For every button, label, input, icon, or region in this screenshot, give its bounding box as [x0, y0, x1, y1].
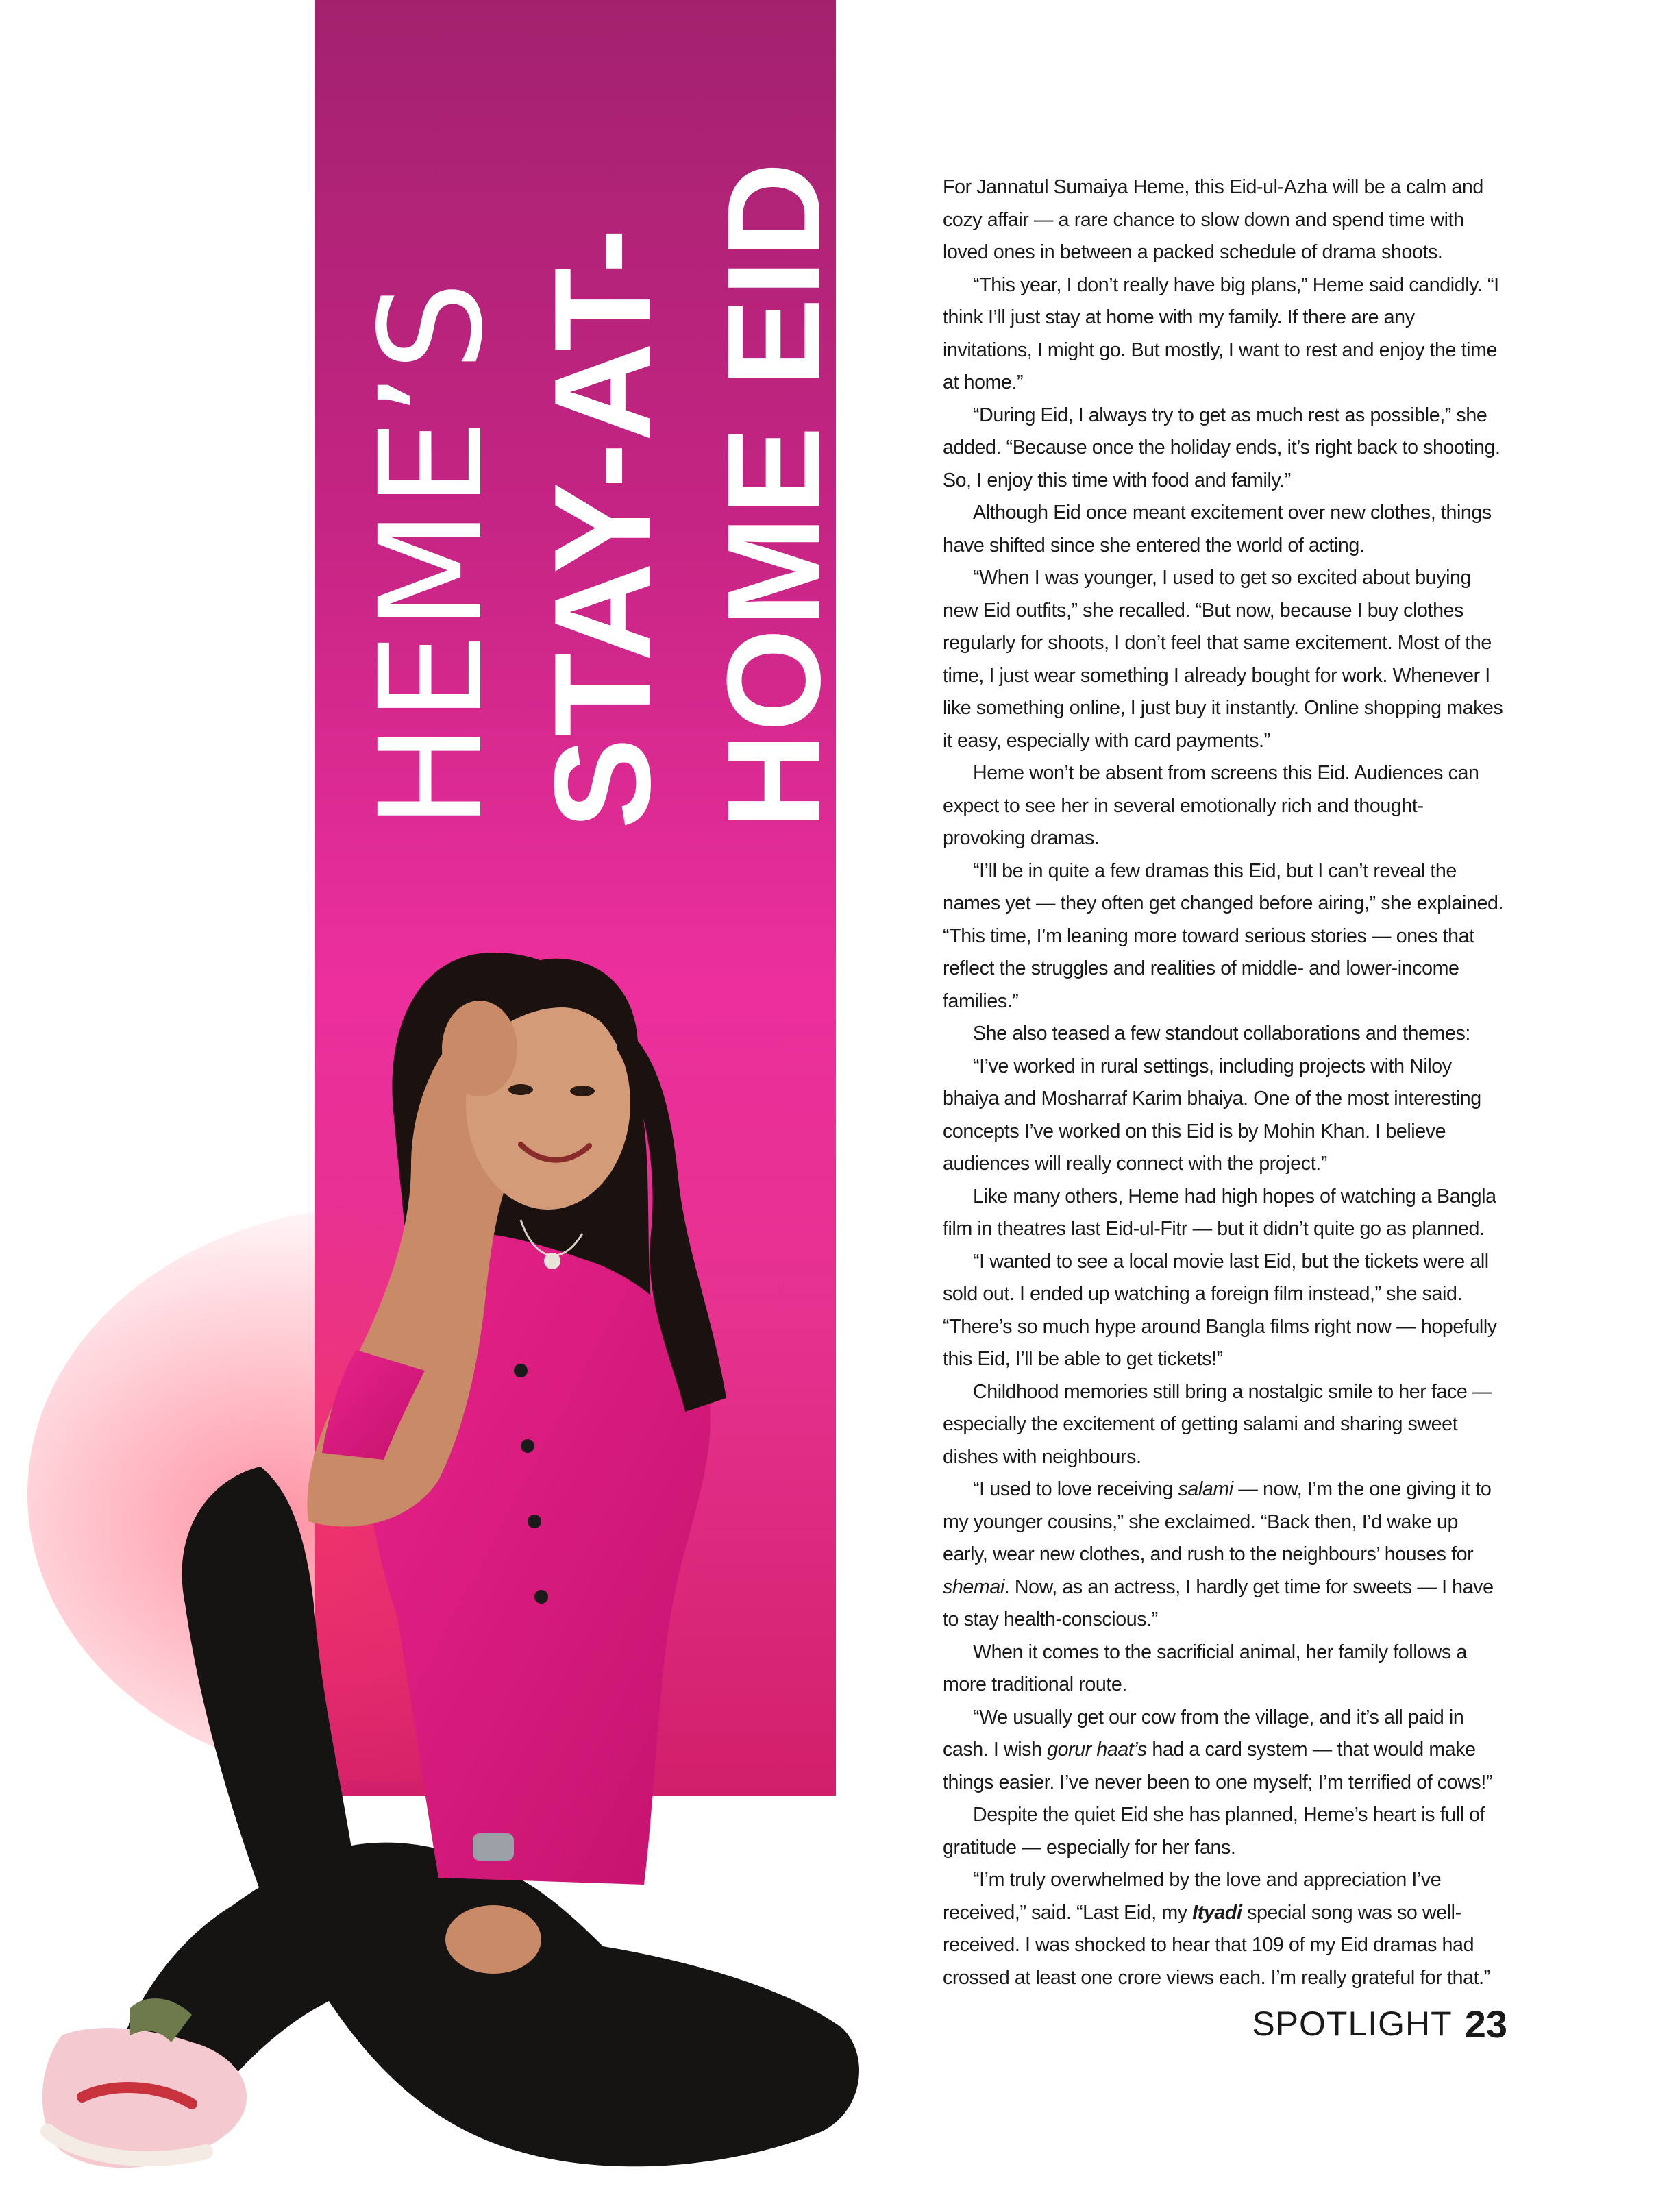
article-paragraph: For Jannatul Sumaiya Heme, this Eid-ul-Azha will be a calm and cozy affair — a rare chance to slow down and spend time with loved ones in between a packed schedule of drama shoots.: [943, 176, 1483, 263]
show-name: Ityadi: [1192, 1901, 1242, 1924]
section-name: SPOTLIGHT: [1252, 2005, 1453, 2043]
article-paragraph: “When I was younger, I used to get so excited about buying new Eid outfits,” she recalled. “But now, because I buy clothes regularly for shoots, I don’t feel that same excitement. Most of the time, I just wear something I already bought for work. Whenever I like something online, I just buy it instantly. Online shopping makes it easy, especially with card payments.”: [943, 567, 1503, 752]
article-paragraph: When it comes to the sacrificial animal, her family follows a more traditional route.: [943, 1641, 1467, 1695]
italic-term: shemai: [943, 1576, 1004, 1598]
title-line-3: HOME EID: [700, 160, 848, 829]
article-paragraph: [943, 1473, 1505, 1637]
article-paragraph: [943, 1702, 1505, 1800]
article-paragraph: Like many others, Heme had high hopes of watching a Bangla film in theatres last Eid-ul-Fitr — but it didn’t quite go as planned.: [943, 1185, 1496, 1240]
text-run: “We usually get our cow from the village, and it’s all paid in cash. I wish: [943, 1706, 1464, 1761]
text-run: “I used to love receiving: [973, 1478, 1178, 1500]
article-paragraph: “I’ve worked in rural settings, including projects with Niloy bhaiya and Mosharraf Karim bhaiya. One of the most interesting concepts I’ve worked on this Eid is by Mohin Khan. I believe audiences will really connect with the project.”: [943, 1055, 1481, 1175]
page-number: 23: [1464, 2002, 1507, 2046]
article-paragraph: “I wanted to see a local movie last Eid, but the tickets were all sold out. I ended up watching a foreign film instead,” she said. “There’s so much hype around Bangla films right now — hopefully this Eid, I’ll be able to get tickets!”: [943, 1250, 1497, 1370]
title-line-2: STAY-AT-: [526, 226, 679, 829]
article-paragraph: Heme won’t be absent from screens this Eid. Audiences can expect to see her in several emotionally rich and thought-provoking dramas.: [943, 762, 1479, 849]
text-run: had a card system — that would make things easier. I’ve never been to one myself; I’m terrified of cows!”: [943, 1739, 1492, 1793]
article-body: [943, 171, 1505, 1994]
italic-term: gorur haat’s: [1047, 1739, 1147, 1761]
article-paragraph: Although Eid once meant excitement over new clothes, things have shifted since she entered the world of acting.: [943, 502, 1492, 556]
portrait-photo: [0, 877, 904, 2193]
article-paragraph: [943, 1864, 1505, 1994]
article-title: [349, 160, 853, 829]
article-paragraph: She also teased a few standout collaborations and themes:: [973, 1022, 1470, 1044]
text-run: — now, I’m the one giving it to my younger cousins,” she exclaimed. “Back then, I’d wake up early, wear new clothes, and rush to the neighbours’ houses for: [943, 1478, 1492, 1565]
article-paragraph: “I’ll be in quite a few dramas this Eid, but I can’t reveal the names yet — they often get changed before airing,” she explained. “This time, I’m leaning more toward serious stories — ones that reflect the struggles and realities of middle- and lower-income families.”: [943, 859, 1504, 1012]
page-footer: [1247, 2000, 1507, 2048]
article-paragraph: “This year, I don’t really have big plans,” Heme said candidly. “I think I’ll just stay at home with my family. If there are any invitations, I might go. But mostly, I want to rest and enjoy the time at home.”: [943, 273, 1499, 393]
article-paragraph: “During Eid, I always try to get as much rest as possible,” she added. “Because once the holiday ends, it’s right back to shooting. So, I enjoy this time with food and family.”: [943, 404, 1500, 491]
text-run: special song was so well-received. I was shocked to hear that 109 of my Eid dramas had crossed at least one crore views each. I’m really grateful for that.”: [943, 1901, 1490, 1989]
article-paragraph: Childhood memories still bring a nostalgic smile to her face — especially the excitement of getting salami and sharing sweet dishes with neighbours.: [943, 1380, 1492, 1468]
title-line-1: HEME’S: [349, 280, 514, 829]
italic-term: salami: [1178, 1478, 1233, 1500]
text-run: “I’m truly overwhelmed by the love and appreciation I’ve received,” said. “Last Eid, my: [943, 1869, 1442, 1924]
article-paragraph: Despite the quiet Eid she has planned, Heme’s heart is full of gratitude — especially for her fans.: [943, 1804, 1485, 1859]
text-run: . Now, as an actress, I hardly get time for sweets — I have to stay health-conscious.”: [943, 1576, 1494, 1630]
